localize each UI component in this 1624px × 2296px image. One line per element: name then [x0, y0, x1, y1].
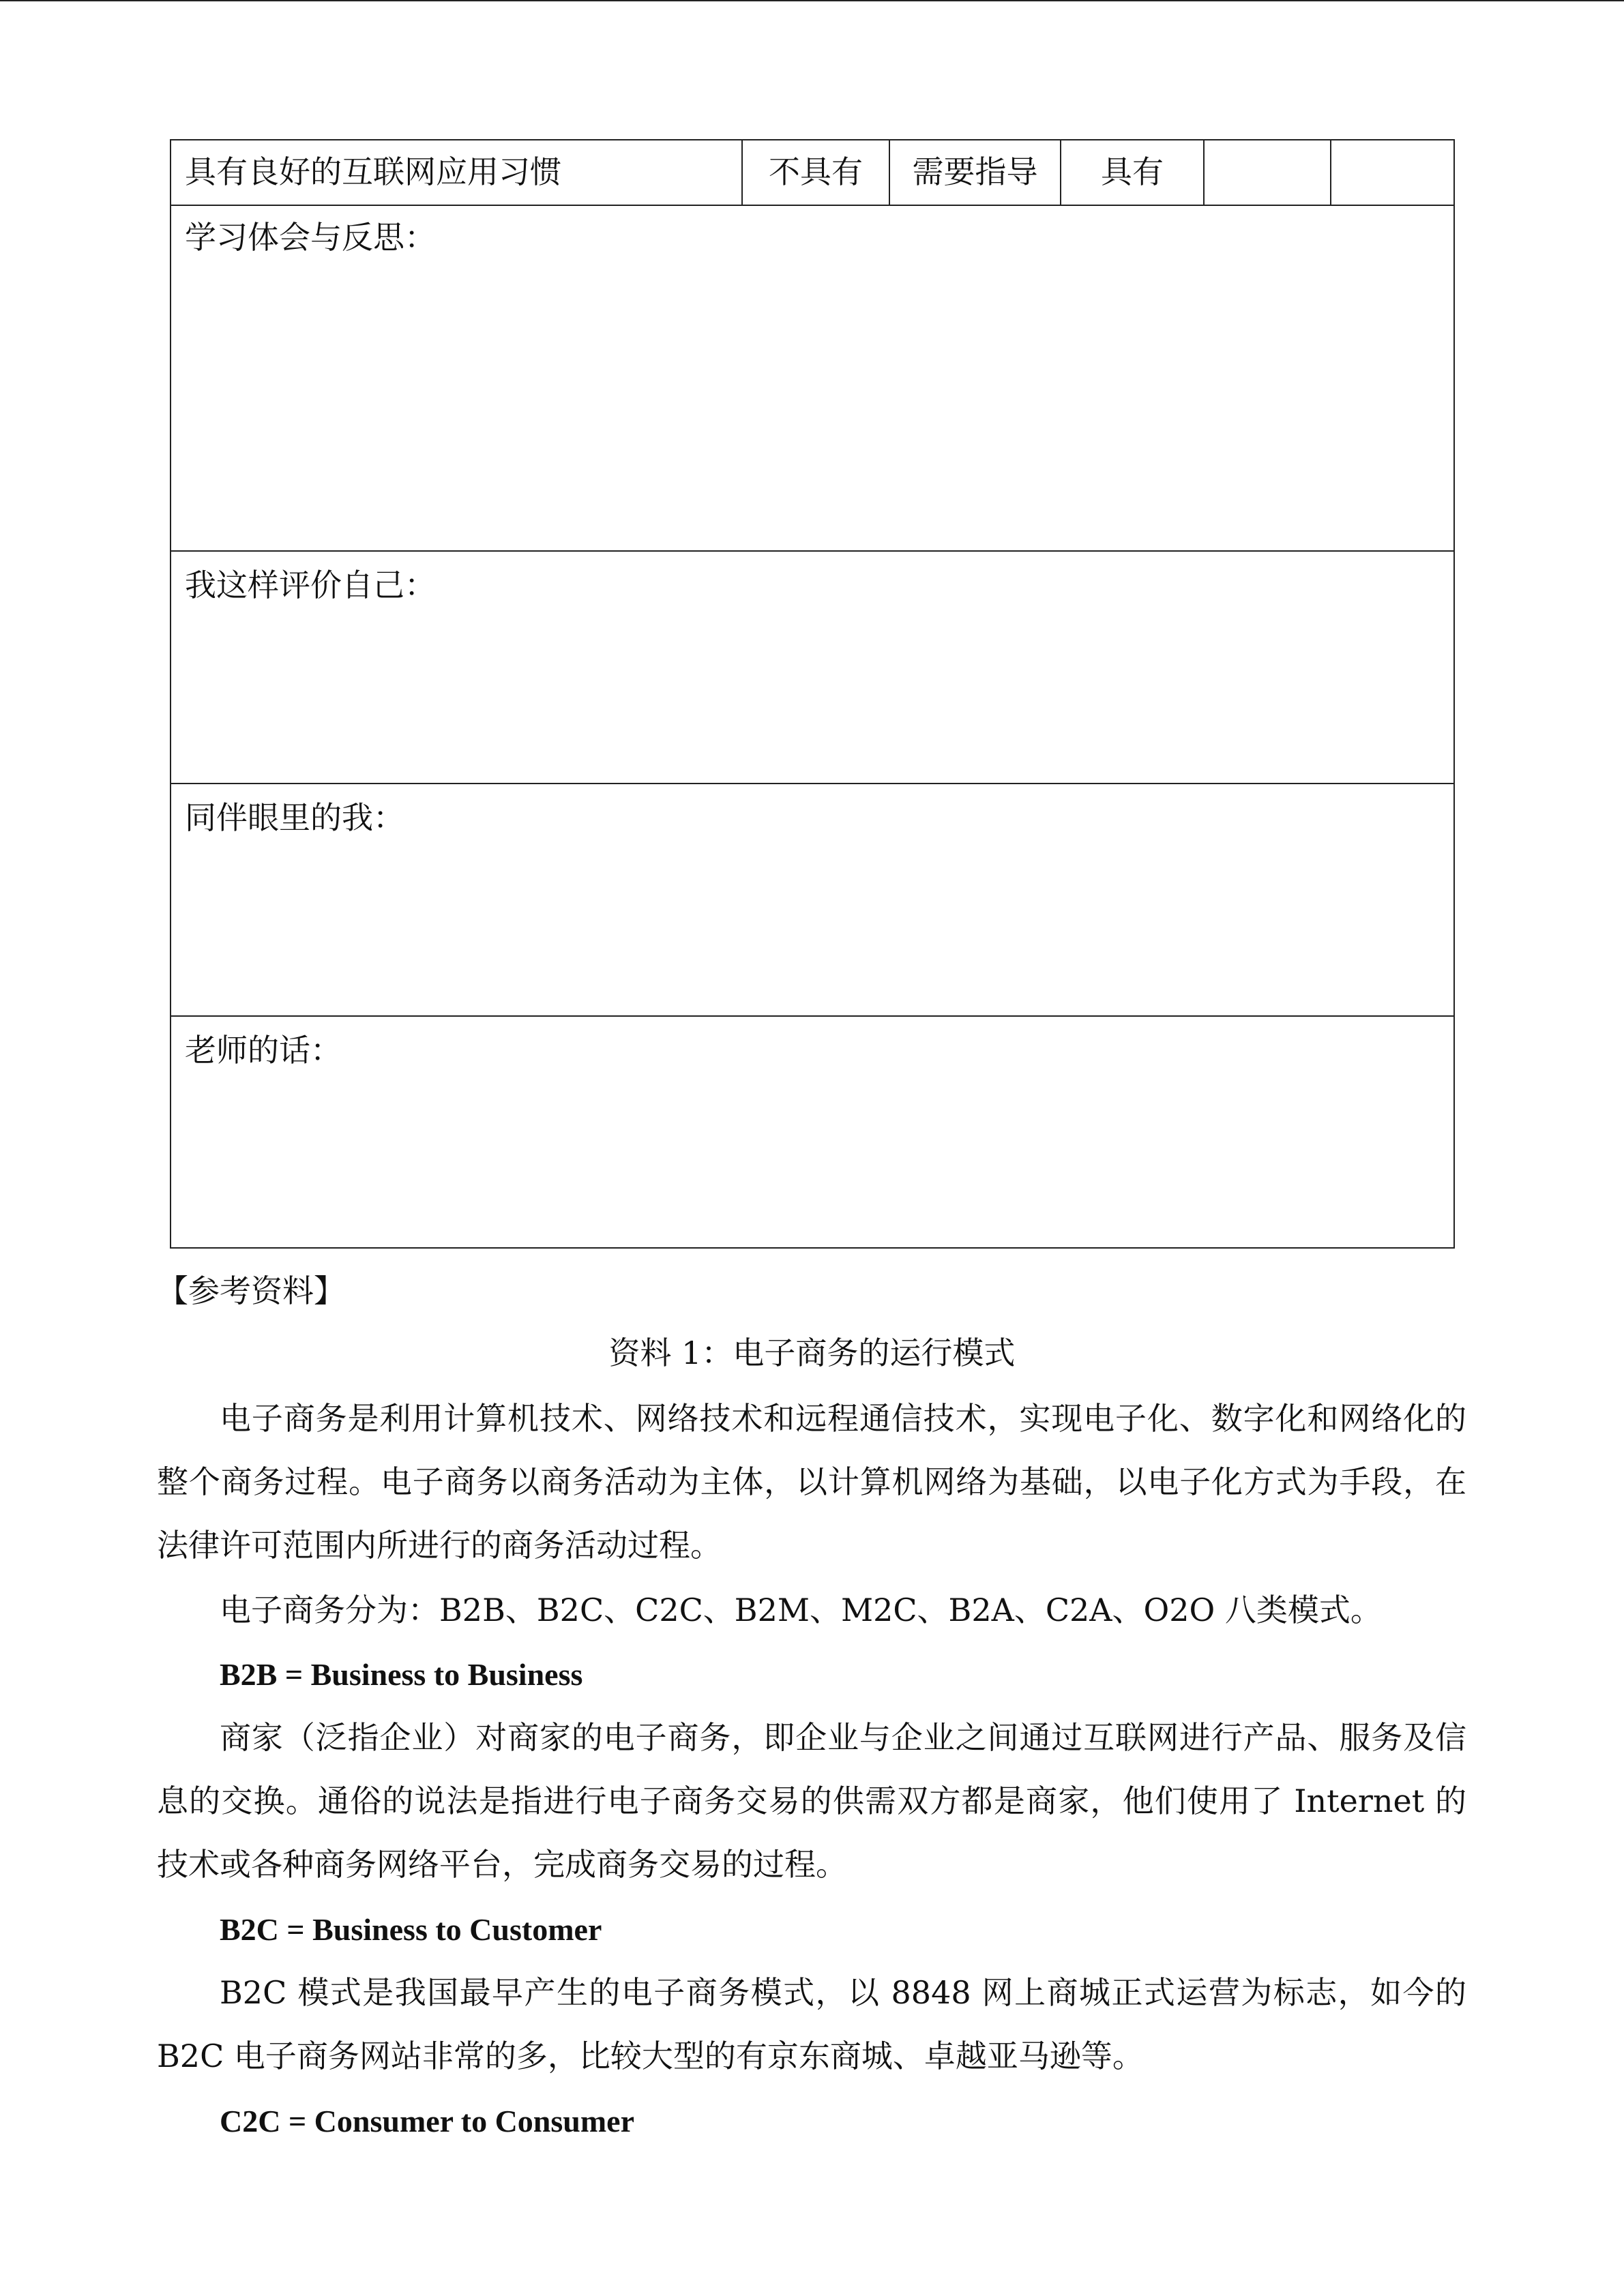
option-need-guidance: 需要指导 — [912, 153, 1038, 190]
table-border-left — [170, 139, 171, 1249]
section-peer-view: 同伴眼里的我： — [185, 799, 404, 836]
table-row-divider — [170, 205, 1455, 206]
paragraph-ecommerce-types: 电子商务分为：B2B、B2C、C2C、B2M、M2C、B2A、C2A、O2O 八类模式。 — [220, 1592, 1382, 1628]
c2c-heading: C2C = Consumer to Consumer — [220, 2104, 635, 2138]
page-top-border — [0, 0, 1624, 1]
section-self-evaluation: 我这样评价自己： — [185, 567, 436, 603]
option-not-have: 不具有 — [769, 153, 863, 190]
table-row-divider — [170, 550, 1455, 552]
table-row-divider — [170, 1015, 1455, 1017]
paragraph-ecommerce-definition: 电子商务是利用计算机技术、网络技术和远程通信技术，实现电子化、数字化和网络化的整个商务过程。电子商务以商务活动为主体，以计算机网络为基础，以电子化方式为手段，在法律许可范围内所进行的商务活动过程。 — [157, 1400, 1466, 1564]
table-border-right — [1453, 139, 1455, 1249]
reference-title: 资料 1：电子商务的运行模式 — [608, 1335, 1016, 1371]
paragraph-b2b: 商家（泛指企业）对商家的电子商务，即企业与企业之间通过互联网进行产品、服务及信息的交换。通俗的说法是指进行电子商务交易的供需双方都是商家，他们使用了 Internet 的技术或各种商务网络平台，完成商务交易的过程。 — [157, 1719, 1466, 1883]
blank-cell[interactable] — [1205, 140, 1330, 205]
evaluation-table — [170, 139, 1455, 1249]
option-have: 具有 — [1101, 153, 1164, 190]
paragraph-b2c: B2C 模式是我国最早产生的电子商务模式，以 8848 网上商城正式运营为标志，如今的 B2C 电子商务网站非常的多，比较大型的有京东商城、卓越亚马逊等。 — [157, 1974, 1466, 2074]
criterion-label: 具有良好的互联网应用习惯 — [185, 153, 561, 190]
section-reflection: 学习体会与反思： — [185, 219, 436, 256]
b2c-heading: B2C = Business to Customer — [220, 1912, 602, 1947]
section-teacher-comment: 老师的话： — [185, 1032, 342, 1069]
table-row-divider — [170, 783, 1455, 784]
reference-heading: 【参考资料】 — [157, 1272, 345, 1309]
table-border-bottom — [170, 1247, 1455, 1249]
blank-cell[interactable] — [1331, 140, 1453, 205]
b2b-heading: B2B = Business to Business — [220, 1657, 583, 1692]
